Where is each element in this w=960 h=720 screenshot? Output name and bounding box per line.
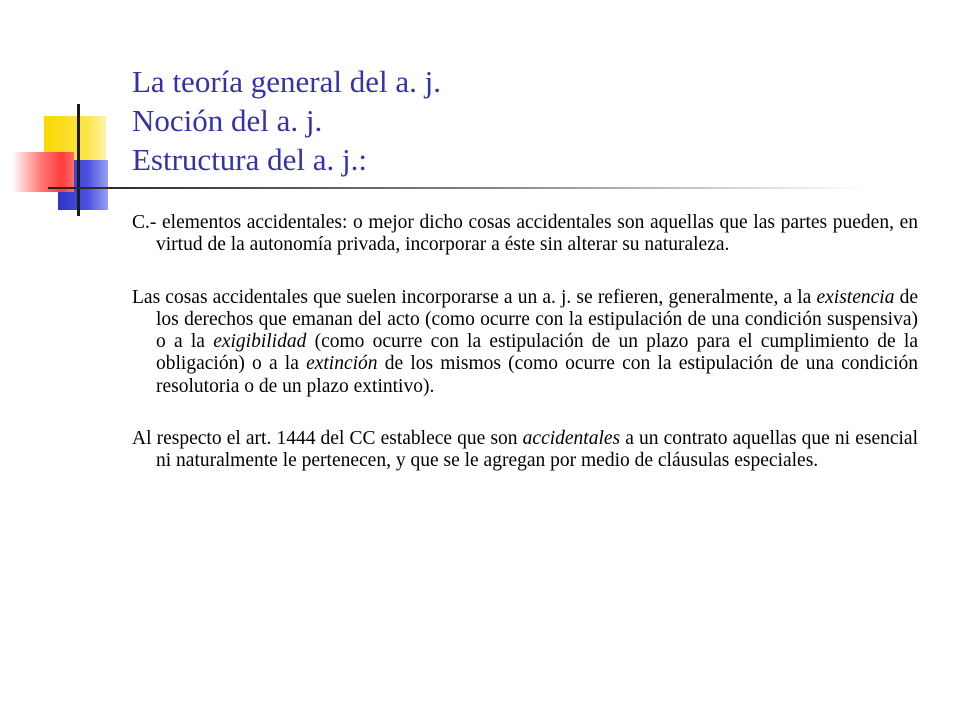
paragraph-2-text-1: Las cosas accidentales que suelen incorporarse a un a. j. se refieren, generalmente, a la bbox=[132, 286, 817, 308]
title-underline bbox=[48, 187, 868, 189]
paragraph-article-1444 bbox=[132, 428, 918, 473]
paragraph-accidental-elements bbox=[132, 212, 918, 257]
slide-body bbox=[132, 212, 918, 503]
paragraph-3-text-2: a un contrato aquellas que ni esencial ni naturalmente le pertenecen, y que se le agregan por medio de cláusulas especiales. bbox=[156, 428, 918, 472]
paragraph-3-italic-accidentales: accidentales bbox=[522, 428, 621, 450]
paragraph-accidental-things bbox=[132, 287, 918, 398]
title-line-3: Estructura del a. j.: bbox=[132, 142, 367, 177]
paragraph-1-text: C.- elementos accidentales: o mejor dicho cosas accidentales son aquellas que las partes pueden, en virtud de la autonomía privada, incorporar a éste sin alterar su naturaleza. bbox=[132, 212, 918, 256]
decorative-red-bar bbox=[12, 152, 74, 192]
slide-title bbox=[132, 62, 441, 179]
title-line-2: Noción del a. j. bbox=[132, 103, 323, 138]
paragraph-2-italic-extincion: extinción bbox=[306, 353, 378, 375]
paragraph-3-text-1: Al respecto el art. 1444 del CC establece que son bbox=[132, 428, 523, 450]
paragraph-2-italic-exigibilidad: exigibilidad bbox=[213, 331, 307, 353]
title-line-1: La teoría general del a. j. bbox=[132, 64, 441, 99]
paragraph-2-text-4: de los mismos (como ocurre con la estipulación de una condición resolutoria o de un plazo extintivo). bbox=[156, 353, 918, 397]
paragraph-2-italic-existencia: existencia bbox=[816, 286, 895, 308]
paragraph-2-text-3: (como ocurre con la estipulación de un plazo para el cumplimiento de la obligación) o a la bbox=[156, 331, 918, 375]
decorative-vertical-line bbox=[77, 104, 80, 216]
paragraph-2-text-2: de los derechos que emanan del acto (como ocurre con la estipulación de una condición suspensiva) o a la bbox=[156, 286, 918, 353]
